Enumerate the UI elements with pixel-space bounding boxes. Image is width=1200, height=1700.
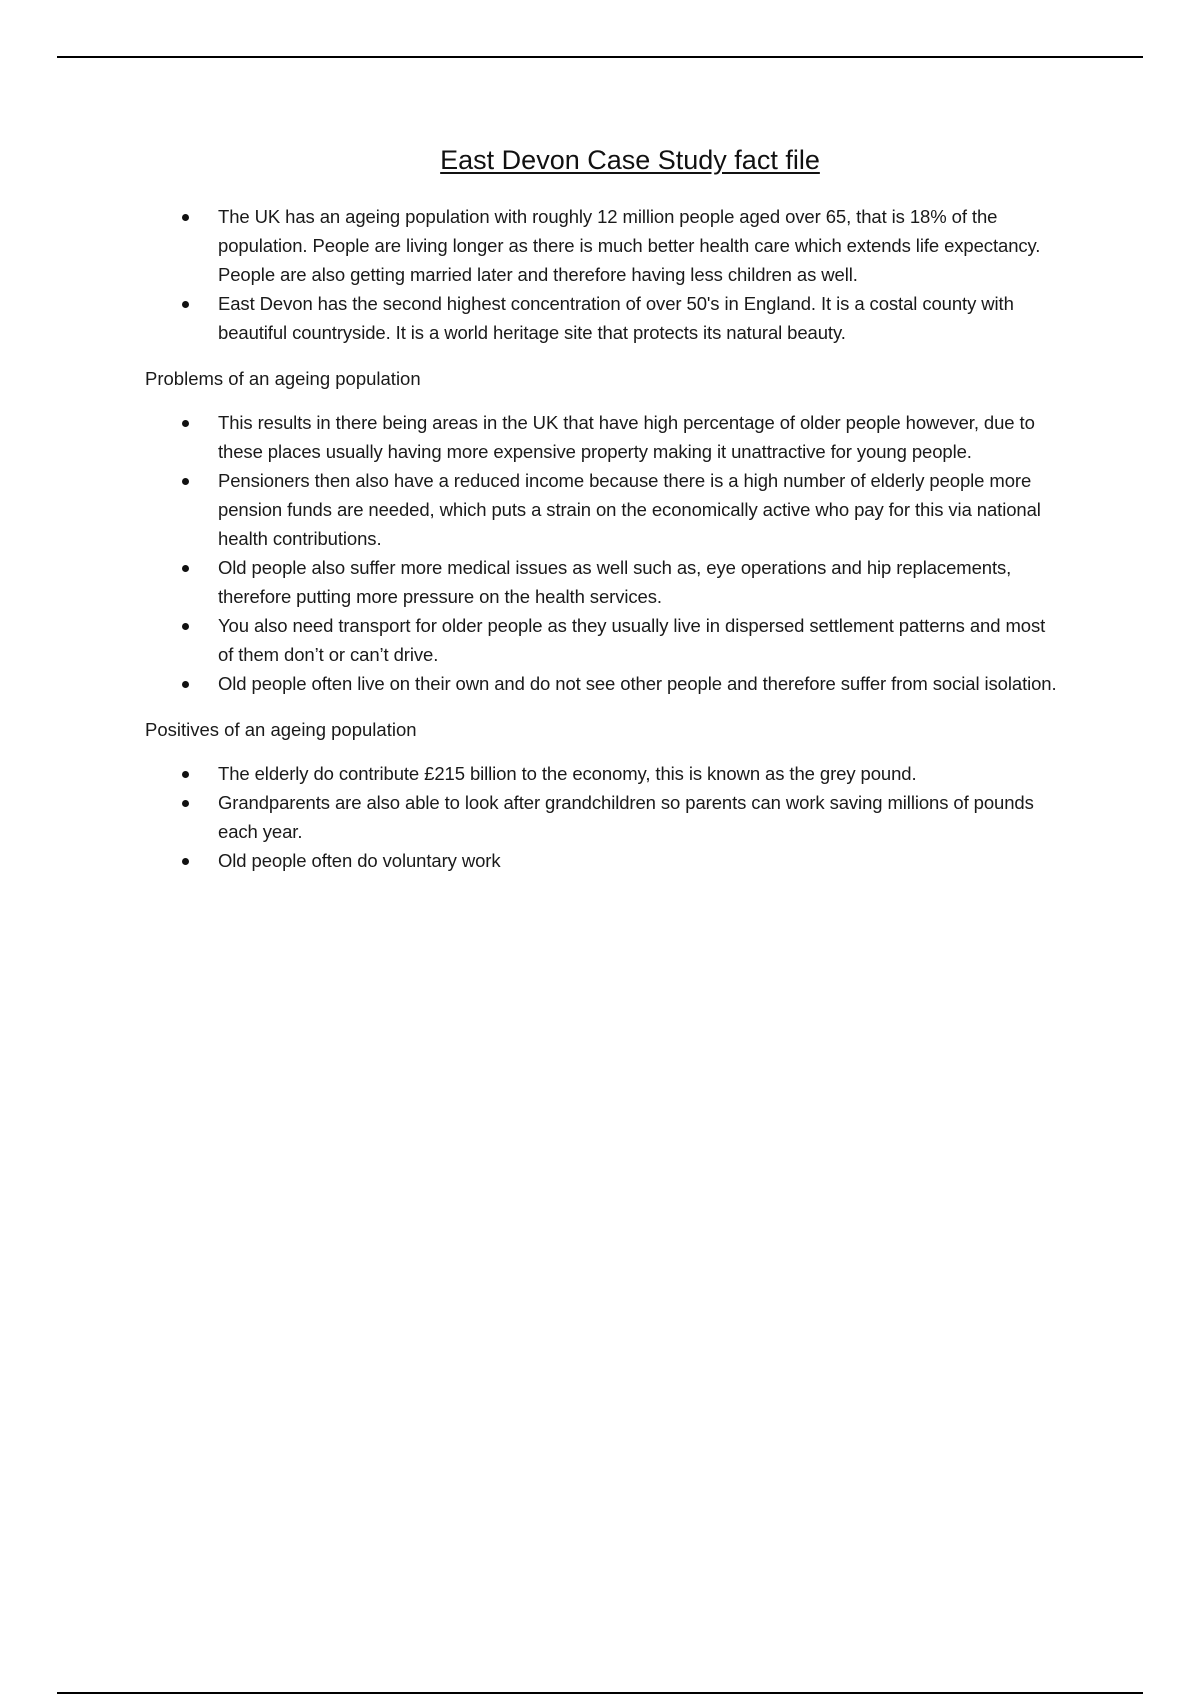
list-item xyxy=(145,202,1065,289)
bullet-icon xyxy=(182,681,189,688)
header-rule xyxy=(57,56,1143,58)
list-item-text: East Devon has the second highest concentration of over 50's in England. It is a costal county with beautiful countryside. It is a world heritage site that protects its natural beauty. xyxy=(218,293,1014,343)
list-item-text: You also need transport for older people as they usually live in dispersed settlement patterns and most of them don’t or can’t drive. xyxy=(218,615,1046,665)
bullet-icon xyxy=(182,771,189,778)
positives-list xyxy=(145,759,1065,875)
bullet-icon xyxy=(182,623,189,630)
problems-heading: Problems of an ageing population xyxy=(145,368,421,389)
intro-list xyxy=(145,202,1065,347)
list-item-text: Old people often live on their own and do not see other people and therefore suffer from social isolation. xyxy=(218,673,1057,694)
list-item xyxy=(145,611,1065,669)
bullet-icon xyxy=(182,214,189,221)
positives-heading: Positives of an ageing population xyxy=(145,719,417,740)
list-item xyxy=(145,788,1065,846)
problems-list xyxy=(145,408,1065,698)
document-title: East Devon Case Study fact file xyxy=(440,145,820,175)
list-item xyxy=(145,553,1065,611)
list-item-text: This results in there being areas in the UK that have high percentage of older people however, due to these places usually having more expensive property making it unattractive for young people. xyxy=(218,412,1035,462)
bullet-icon xyxy=(182,565,189,572)
list-item-text: Old people also suffer more medical issues as well such as, eye operations and hip replacements, therefore putting more pressure on the health services. xyxy=(218,557,1012,607)
bullet-icon xyxy=(182,800,189,807)
list-item xyxy=(145,846,1065,875)
list-item-text: The elderly do contribute £215 billion to the economy, this is known as the grey pound. xyxy=(218,763,917,784)
list-item xyxy=(145,669,1065,698)
bullet-icon xyxy=(182,301,189,308)
footer-rule xyxy=(57,1692,1143,1694)
list-item xyxy=(145,289,1065,347)
bullet-icon xyxy=(182,858,189,865)
list-item-text: Old people often do voluntary work xyxy=(218,850,501,871)
list-item-text: Pensioners then also have a reduced income because there is a high number of elderly people more pension funds are needed, which puts a strain on the economically active who pay for this via national health contributions. xyxy=(218,470,1041,549)
list-item-text: Grandparents are also able to look after grandchildren so parents can work saving millions of pounds each year. xyxy=(218,792,1034,842)
bullet-icon xyxy=(182,478,189,485)
list-item-text: The UK has an ageing population with roughly 12 million people aged over 65, that is 18% of the population. People are living longer as there is much better health care which extends life expectancy. People are also getting married later and therefore having less children as well. xyxy=(218,206,1041,285)
bullet-icon xyxy=(182,420,189,427)
list-item xyxy=(145,759,1065,788)
list-item xyxy=(145,408,1065,466)
list-item xyxy=(145,466,1065,553)
document-body xyxy=(145,145,1065,875)
